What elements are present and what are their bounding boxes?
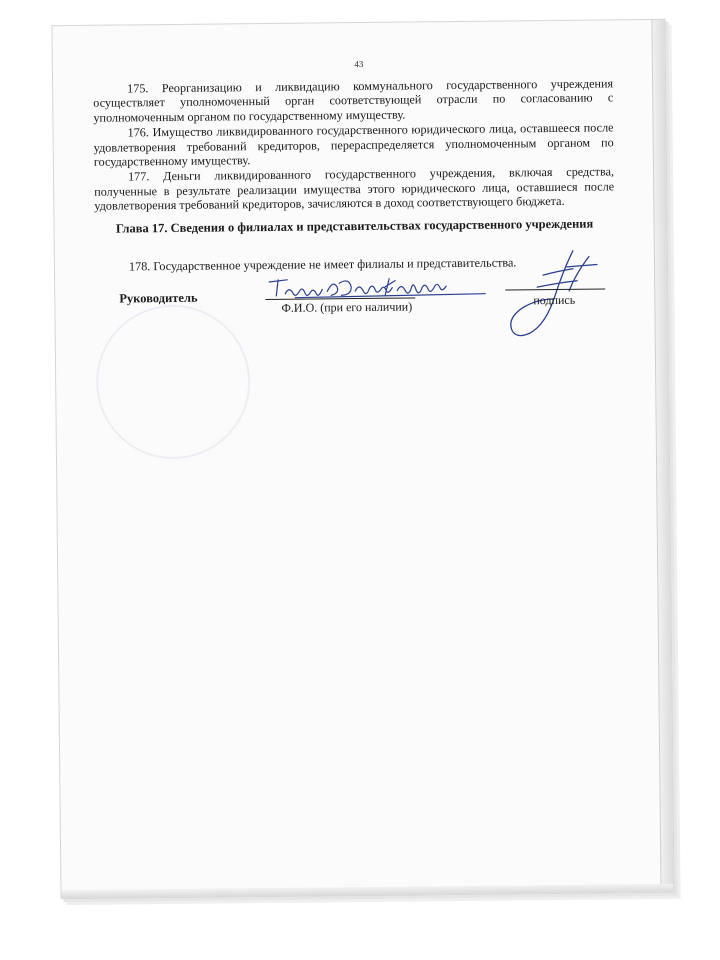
page-number: 43 (354, 58, 364, 70)
role-label: Руководитель (119, 290, 198, 306)
paragraph-178: 178. Государственное учреждение не имеет филиалы и представительства. (128, 255, 517, 274)
paragraph-175: 175. Реорганизацию и ликвидацию коммунального государственного учреждения осуществляет уполномоченный орган соответствующей отрасли по согласованию с уполномоченным органом по государственному имуществу. (93, 76, 614, 125)
faded-stamp (95, 304, 251, 460)
paragraph-177: 177. Деньги ликвидированного государственного учреждения, включая средства, полученные в результате реализации имущества этого юридического лица, оставшиеся после удовлетворения требований кредиторов, зачисляются в доход соответствующего бюджета. (94, 164, 615, 214)
page-bottom-edge (61, 884, 673, 898)
fio-caption: Ф.И.О. (при его наличии) (281, 299, 413, 315)
paragraph-176: 176. Имущество ликвидированного государственного юридического лица, оставшееся после удовлетворения требований кредиторов, перераспределяется уполномоченным органом по государственному имуществу. (93, 120, 614, 169)
body-text (93, 76, 614, 214)
signature-caption: подпись (533, 292, 576, 308)
chapter-title: Глава 17. Сведения о филиалах и представительствах государственного учреждения (115, 216, 594, 236)
document-page (51, 19, 674, 899)
page-edge (651, 20, 673, 892)
